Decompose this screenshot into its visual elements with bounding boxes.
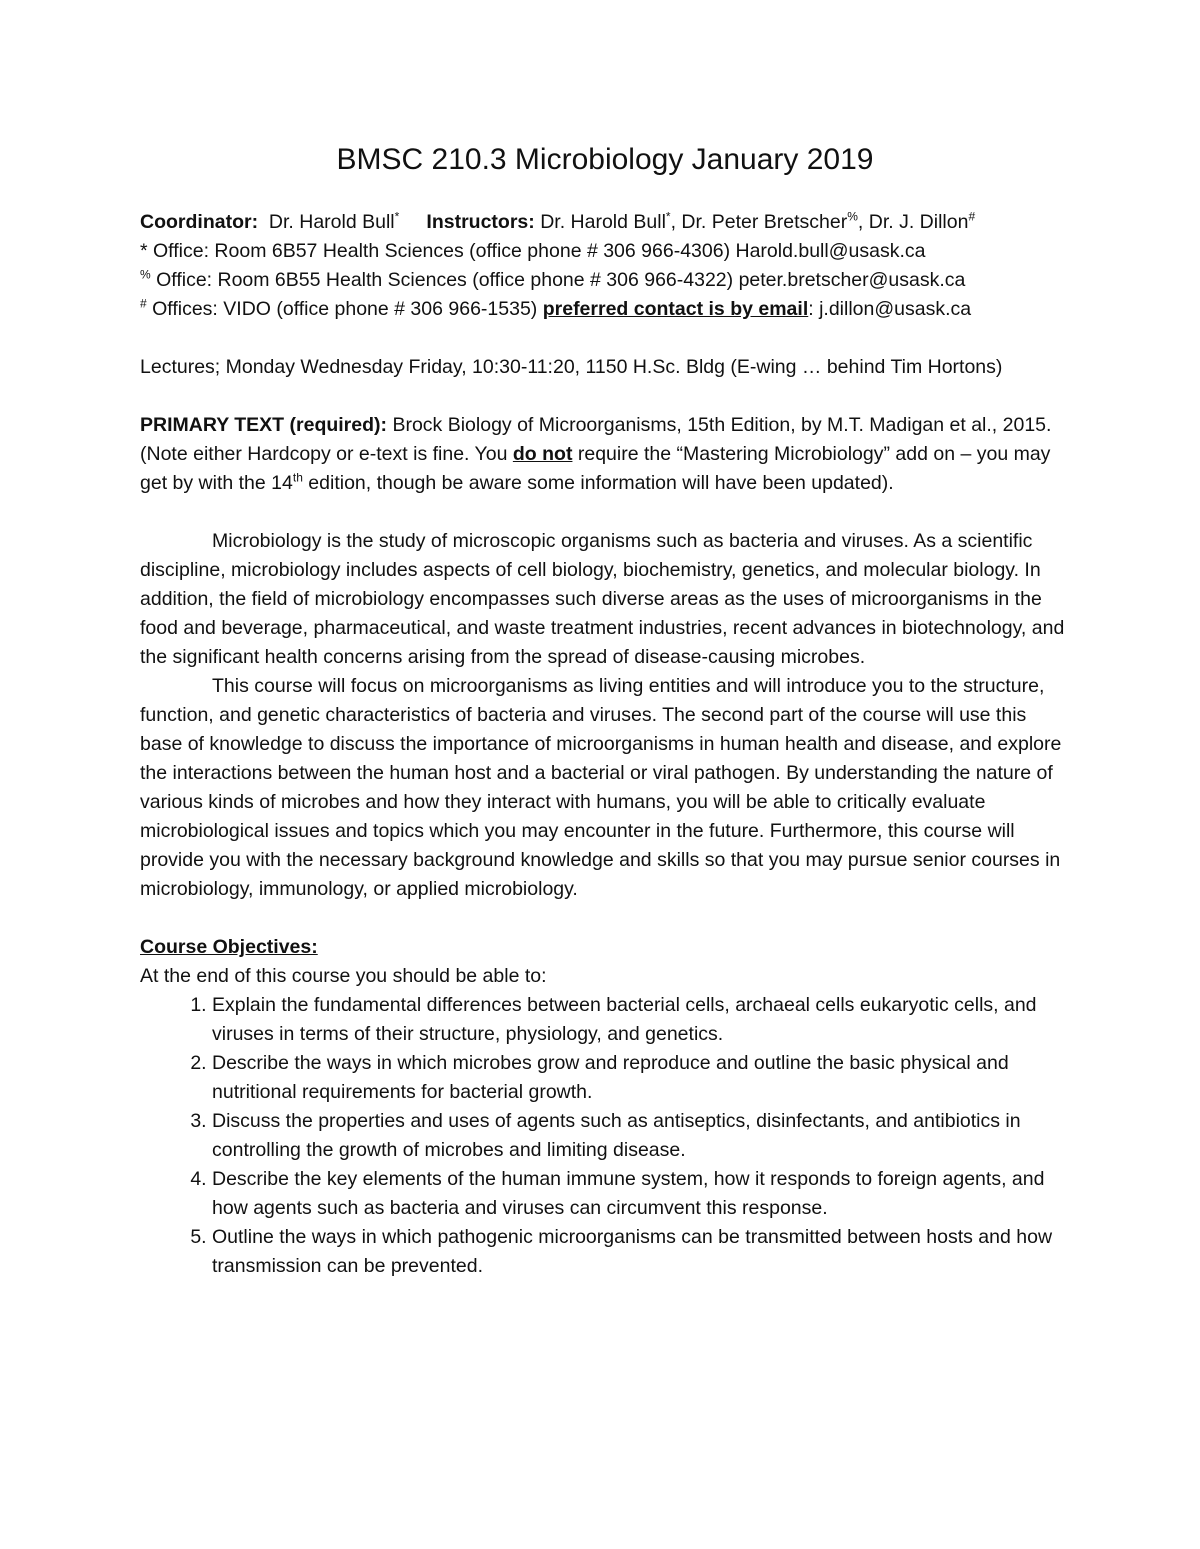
office-email: : j.dillon@usask.ca	[808, 298, 972, 320]
instructor-3-mark: #	[968, 209, 976, 224]
document-page	[140, 140, 1070, 1281]
staff-line	[140, 208, 1070, 237]
objective-item: 3. Discuss the properties and uses of agents such as antiseptics, disinfectants, and antibiotics in controlling the growth of microbes and limiting disease.	[212, 1107, 1070, 1165]
email-preference-note: preferred contact is by email	[542, 298, 809, 320]
objective-item: 4. Describe the key elements of the human immune system, how it responds to foreign agents, and how agents such as bacteria and viruses can circumvent this response.	[212, 1165, 1070, 1223]
coordinator-name: Dr. Harold Bull	[268, 211, 395, 233]
office-text: Offices: VIDO (office phone # 306 966-1535)	[146, 298, 543, 320]
spacer	[140, 498, 1070, 527]
spacer	[140, 382, 1070, 411]
office-line-dillon	[140, 295, 1070, 324]
office-mark: %	[140, 267, 151, 282]
office-text: Office: Room 6B57 Health Sciences (office phone # 306 966-4306) Harold.bull@usask.ca	[147, 240, 926, 262]
instructor-3: Dr. J. Dillon	[868, 211, 969, 233]
objectives-heading: Course Objectives:	[140, 936, 318, 958]
intro-paragraph: Microbiology is the study of microscopic organisms such as bacteria and viruses. As a scientific discipline, microbiology includes aspects of cell biology, biochemistry, genetics, and molecular biology. In addition, the field of microbiology encompasses such diverse areas as the uses of microorganisms in the food and beverage, pharmaceutical, and waste treatment industries, recent advances in biotechnology, and the significant health concerns arising from the spread of disease-causing microbes.	[140, 530, 1065, 668]
coordinator-mark: *	[394, 209, 400, 224]
objective-item: 5. Outline the ways in which pathogenic microorganisms can be transmitted between hosts and how transmission can be prevented.	[212, 1223, 1070, 1281]
focus-paragraph: This course will focus on microorganisms as living entities and will introduce you to the structure, function, and genetic characteristics of bacteria and viruses. The second part of the course will use this base of knowledge to discuss the importance of microorganisms in human health and disease, and explore the interactions between the human host and a bacterial or viral pathogen. By understanding the nature of various kinds of microbes and how they interact with humans, you will be able to critically evaluate microbiological issues and topics which you may encounter in the future. Furthermore, this course will provide you with the necessary background knowledge and skills so that you may pursue senior courses in microbiology, immunology, or applied microbiology.	[140, 675, 1062, 900]
instructors-label: Instructors:	[426, 211, 535, 233]
office-mark: *	[140, 240, 148, 262]
instructor-1: Dr. Harold Bull	[540, 211, 666, 233]
document-title: BMSC 210.3 Microbiology January 2019	[336, 143, 874, 176]
objectives-list	[140, 991, 1070, 1281]
coordinator-label: Coordinator:	[140, 211, 259, 233]
office-text: Office: Room 6B55 Health Sciences (office phone # 306 966-4322) peter.bretscher@usask.ca	[150, 269, 966, 291]
edition-superscript: th	[292, 470, 303, 485]
office-line-bretscher	[140, 266, 1070, 295]
instructor-1-mark: *	[665, 209, 671, 224]
lectures-info: Lectures; Monday Wednesday Friday, 10:30-11:20, 1150 H.Sc. Bldg (E-wing … behind Tim Hortons)	[140, 356, 1003, 378]
office-mark: #	[140, 296, 147, 311]
objective-item: 2. Describe the ways in which microbes grow and reproduce and outline the basic physical and nutritional requirements for bacterial growth.	[212, 1049, 1070, 1107]
primary-text-part: require the “Mastering Microbiology” add on – you may get by with the 14	[140, 443, 1051, 494]
do-not-emphasis: do not	[512, 443, 573, 465]
primary-text-part: edition, though be aware some information will have been updated).	[302, 472, 894, 494]
office-line-bull	[140, 237, 1070, 266]
objectives-intro: At the end of this course you should be able to:	[140, 965, 547, 987]
primary-text-info	[140, 411, 1070, 498]
spacer	[140, 904, 1070, 933]
objective-item: 1. Explain the fundamental differences between bacterial cells, archaeal cells eukaryotic cells, and viruses in terms of their structure, physiology, and genetics.	[212, 991, 1070, 1049]
instructor-2: Dr. Peter Bretscher	[681, 211, 848, 233]
instructor-2-mark: %	[847, 209, 858, 224]
spacer	[140, 324, 1070, 353]
separator-1: ,	[670, 211, 682, 233]
primary-text-part: Brock Biology of Microorganisms, 15th Edition, by M.T. Madigan et al., 2015. (Note either Hardcopy or e-text is fine. You	[140, 414, 1052, 465]
separator-2: ,	[857, 211, 869, 233]
primary-text-label: PRIMARY TEXT (required):	[140, 414, 388, 436]
